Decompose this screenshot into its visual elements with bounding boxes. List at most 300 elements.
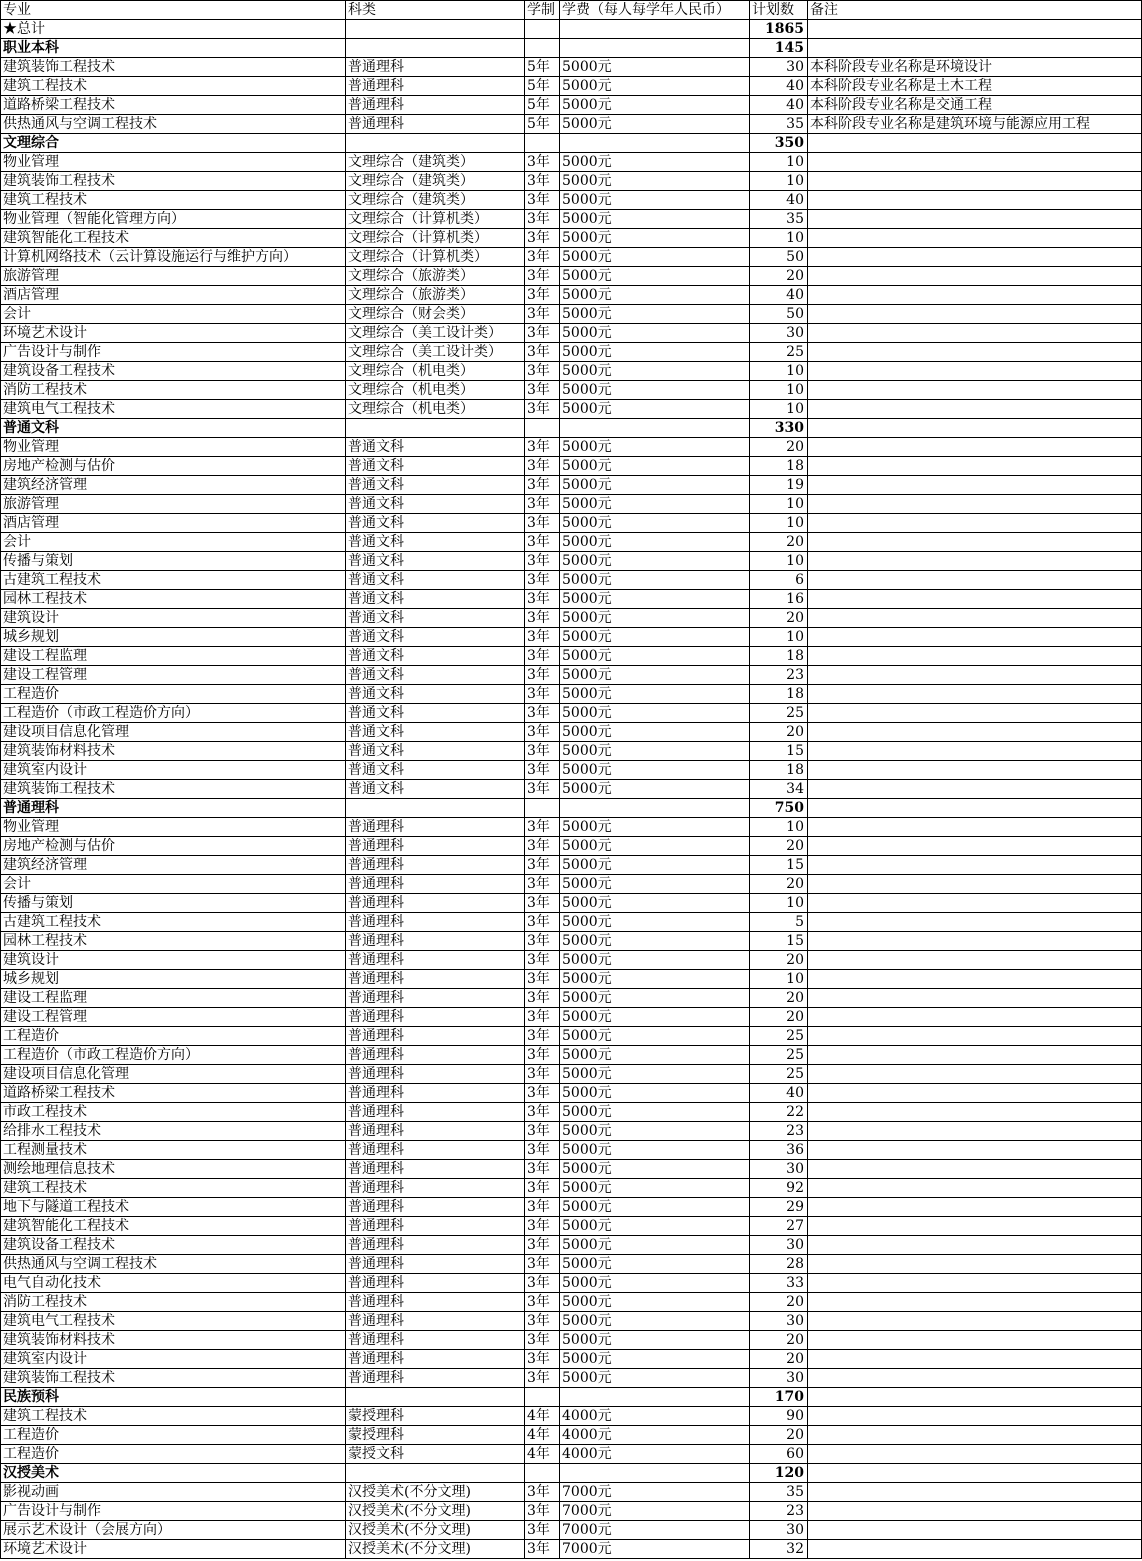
duration-cell: 5年: [525, 77, 560, 96]
plan-cell: 10: [750, 381, 808, 400]
tuition-cell: 5000元: [560, 1236, 750, 1255]
table-row: [1, 1198, 1142, 1217]
tuition-cell: 5000元: [560, 267, 750, 286]
note-cell: [808, 1084, 1142, 1103]
category-cell: 普通理科: [346, 115, 525, 134]
category-cell: 普通理科: [346, 989, 525, 1008]
tuition-cell: 5000元: [560, 723, 750, 742]
group-empty-cell: [346, 1388, 525, 1407]
duration-cell: 3年: [525, 153, 560, 172]
tuition-cell: 5000元: [560, 609, 750, 628]
major-cell: 建筑工程技术: [1, 1407, 346, 1426]
major-cell: 建筑智能化工程技术: [1, 1217, 346, 1236]
plan-cell: 10: [750, 552, 808, 571]
duration-cell: 3年: [525, 495, 560, 514]
tuition-cell: 5000元: [560, 324, 750, 343]
category-cell: 文理综合（建筑类）: [346, 191, 525, 210]
category-cell: 普通理科: [346, 1084, 525, 1103]
group-empty-cell: [346, 134, 525, 153]
major-cell: 建筑装饰材料技术: [1, 1331, 346, 1350]
note-cell: [808, 1483, 1142, 1502]
tuition-cell: 5000元: [560, 210, 750, 229]
duration-cell: 3年: [525, 1255, 560, 1274]
category-cell: 普通理科: [346, 1217, 525, 1236]
note-cell: [808, 514, 1142, 533]
note-cell: [808, 324, 1142, 343]
note-cell: [808, 1236, 1142, 1255]
plan-cell: 20: [750, 951, 808, 970]
duration-cell: 3年: [525, 248, 560, 267]
note-cell: [808, 1160, 1142, 1179]
category-cell: 普通理科: [346, 913, 525, 932]
note-cell: [808, 286, 1142, 305]
plan-cell: 15: [750, 742, 808, 761]
plan-cell: 6: [750, 571, 808, 590]
category-cell: 普通文科: [346, 723, 525, 742]
table-row: [1, 1179, 1142, 1198]
duration-cell: 3年: [525, 1331, 560, 1350]
category-cell: 汉授美术(不分文理): [346, 1483, 525, 1502]
category-cell: 普通理科: [346, 1103, 525, 1122]
duration-cell: 3年: [525, 1046, 560, 1065]
plan-cell: 27: [750, 1217, 808, 1236]
plan-cell: 20: [750, 723, 808, 742]
plan-cell: 28: [750, 1255, 808, 1274]
group-row: [1, 419, 1142, 438]
plan-cell: 40: [750, 77, 808, 96]
plan-cell: 20: [750, 875, 808, 894]
group-empty-cell: [808, 799, 1142, 818]
total-plan: 1865: [750, 20, 808, 39]
total-empty-cell: [808, 20, 1142, 39]
note-cell: [808, 628, 1142, 647]
table-row: [1, 476, 1142, 495]
plan-cell: 20: [750, 1331, 808, 1350]
tuition-cell: 5000元: [560, 96, 750, 115]
note-cell: [808, 818, 1142, 837]
category-cell: 文理综合（美工设计类）: [346, 343, 525, 362]
table-row: [1, 1255, 1142, 1274]
major-cell: 建筑设备工程技术: [1, 362, 346, 381]
plan-cell: 60: [750, 1445, 808, 1464]
major-cell: 建筑设备工程技术: [1, 1236, 346, 1255]
table-row: [1, 1407, 1142, 1426]
major-cell: 旅游管理: [1, 267, 346, 286]
plan-cell: 25: [750, 1046, 808, 1065]
header-row: [1, 1, 1142, 20]
note-cell: [808, 1312, 1142, 1331]
duration-cell: 3年: [525, 818, 560, 837]
tuition-cell: 5000元: [560, 742, 750, 761]
plan-cell: 25: [750, 1065, 808, 1084]
major-cell: 酒店管理: [1, 514, 346, 533]
category-cell: 普通文科: [346, 514, 525, 533]
category-cell: 文理综合（计算机类）: [346, 229, 525, 248]
plan-cell: 10: [750, 400, 808, 419]
major-cell: 古建筑工程技术: [1, 913, 346, 932]
duration-cell: 3年: [525, 742, 560, 761]
plan-cell: 23: [750, 1122, 808, 1141]
duration-cell: 3年: [525, 894, 560, 913]
note-cell: 本科阶段专业名称是土木工程: [808, 77, 1142, 96]
plan-cell: 10: [750, 362, 808, 381]
table-row: [1, 571, 1142, 590]
tuition-cell: 5000元: [560, 305, 750, 324]
major-cell: 建设工程监理: [1, 647, 346, 666]
table-row: [1, 1369, 1142, 1388]
plan-cell: 10: [750, 628, 808, 647]
tuition-cell: 5000元: [560, 552, 750, 571]
plan-cell: 30: [750, 1236, 808, 1255]
group-empty-cell: [560, 799, 750, 818]
plan-cell: 10: [750, 172, 808, 191]
plan-cell: 20: [750, 438, 808, 457]
total-row: [1, 20, 1142, 39]
table-body: [1, 1, 1142, 1559]
major-cell: 供热通风与空调工程技术: [1, 1255, 346, 1274]
category-cell: 普通文科: [346, 571, 525, 590]
category-cell: 文理综合（计算机类）: [346, 210, 525, 229]
duration-cell: 3年: [525, 191, 560, 210]
tuition-cell: 7000元: [560, 1521, 750, 1540]
duration-cell: 3年: [525, 609, 560, 628]
major-cell: 工程测量技术: [1, 1141, 346, 1160]
table-row: [1, 856, 1142, 875]
category-cell: 普通理科: [346, 818, 525, 837]
table-row: [1, 932, 1142, 951]
plan-cell: 23: [750, 666, 808, 685]
group-name: 汉授美术: [1, 1464, 346, 1483]
table-row: [1, 1065, 1142, 1084]
table-row: [1, 1502, 1142, 1521]
note-cell: [808, 609, 1142, 628]
note-cell: [808, 1274, 1142, 1293]
major-cell: 建设工程管理: [1, 1008, 346, 1027]
duration-cell: 4年: [525, 1407, 560, 1426]
duration-cell: 5年: [525, 96, 560, 115]
note-cell: [808, 172, 1142, 191]
plan-cell: 35: [750, 210, 808, 229]
duration-cell: 3年: [525, 875, 560, 894]
category-cell: 普通文科: [346, 647, 525, 666]
major-cell: 会计: [1, 875, 346, 894]
major-cell: 市政工程技术: [1, 1103, 346, 1122]
plan-cell: 30: [750, 1160, 808, 1179]
table-row: [1, 647, 1142, 666]
tuition-cell: 5000元: [560, 172, 750, 191]
plan-cell: 20: [750, 267, 808, 286]
note-cell: [808, 1407, 1142, 1426]
group-name: 职业本科: [1, 39, 346, 58]
major-cell: 建设项目信息化管理: [1, 723, 346, 742]
group-plan: 170: [750, 1388, 808, 1407]
note-cell: [808, 913, 1142, 932]
major-cell: 城乡规划: [1, 970, 346, 989]
note-cell: 本科阶段专业名称是建筑环境与能源应用工程: [808, 115, 1142, 134]
duration-cell: 3年: [525, 1065, 560, 1084]
table-row: [1, 780, 1142, 799]
table-row: [1, 685, 1142, 704]
category-cell: 普通文科: [346, 666, 525, 685]
tuition-cell: 5000元: [560, 533, 750, 552]
duration-cell: 3年: [525, 628, 560, 647]
table-row: [1, 1293, 1142, 1312]
plan-cell: 30: [750, 1369, 808, 1388]
tuition-cell: 5000元: [560, 1274, 750, 1293]
tuition-cell: 5000元: [560, 894, 750, 913]
category-cell: 普通文科: [346, 780, 525, 799]
table-row: [1, 229, 1142, 248]
note-cell: [808, 210, 1142, 229]
major-cell: 工程造价: [1, 1027, 346, 1046]
note-cell: [808, 1103, 1142, 1122]
duration-cell: 3年: [525, 1160, 560, 1179]
duration-cell: 3年: [525, 723, 560, 742]
tuition-cell: 5000元: [560, 58, 750, 77]
note-cell: 本科阶段专业名称是交通工程: [808, 96, 1142, 115]
note-cell: [808, 932, 1142, 951]
group-row: [1, 39, 1142, 58]
group-row: [1, 1388, 1142, 1407]
duration-cell: 3年: [525, 1483, 560, 1502]
table-row: [1, 552, 1142, 571]
duration-cell: 3年: [525, 1103, 560, 1122]
group-row: [1, 1464, 1142, 1483]
table-row: [1, 1046, 1142, 1065]
note-cell: [808, 191, 1142, 210]
plan-cell: 50: [750, 248, 808, 267]
category-cell: 文理综合（计算机类）: [346, 248, 525, 267]
group-empty-cell: [808, 134, 1142, 153]
header-major: 专业: [1, 1, 346, 20]
category-cell: 文理综合（美工设计类）: [346, 324, 525, 343]
note-cell: [808, 400, 1142, 419]
duration-cell: 3年: [525, 932, 560, 951]
plan-cell: 5: [750, 913, 808, 932]
major-cell: 建筑工程技术: [1, 1179, 346, 1198]
plan-cell: 20: [750, 989, 808, 1008]
table-row: [1, 400, 1142, 419]
note-cell: [808, 1369, 1142, 1388]
category-cell: 文理综合（机电类）: [346, 400, 525, 419]
group-empty-cell: [346, 39, 525, 58]
duration-cell: 3年: [525, 305, 560, 324]
note-cell: [808, 343, 1142, 362]
major-cell: 测绘地理信息技术: [1, 1160, 346, 1179]
table-row: [1, 1445, 1142, 1464]
tuition-cell: 5000元: [560, 457, 750, 476]
total-empty-cell: [525, 20, 560, 39]
tuition-cell: 5000元: [560, 571, 750, 590]
plan-cell: 25: [750, 704, 808, 723]
note-cell: 本科阶段专业名称是环境设计: [808, 58, 1142, 77]
tuition-cell: 5000元: [560, 1027, 750, 1046]
category-cell: 普通文科: [346, 742, 525, 761]
major-cell: 广告设计与制作: [1, 343, 346, 362]
table-row: [1, 970, 1142, 989]
duration-cell: 3年: [525, 951, 560, 970]
category-cell: 普通理科: [346, 1236, 525, 1255]
major-cell: 建筑装饰材料技术: [1, 742, 346, 761]
tuition-cell: 5000元: [560, 628, 750, 647]
note-cell: [808, 970, 1142, 989]
table-row: [1, 1540, 1142, 1559]
table-row: [1, 286, 1142, 305]
table-row: [1, 1331, 1142, 1350]
group-plan: 145: [750, 39, 808, 58]
duration-cell: 3年: [525, 1084, 560, 1103]
table-row: [1, 248, 1142, 267]
major-cell: 传播与策划: [1, 894, 346, 913]
category-cell: 蒙授文科: [346, 1445, 525, 1464]
category-cell: 文理综合（机电类）: [346, 381, 525, 400]
note-cell: [808, 1198, 1142, 1217]
note-cell: [808, 438, 1142, 457]
note-cell: [808, 229, 1142, 248]
note-cell: [808, 951, 1142, 970]
table-row: [1, 1312, 1142, 1331]
category-cell: 普通理科: [346, 1065, 525, 1084]
table-row: [1, 761, 1142, 780]
duration-cell: 3年: [525, 514, 560, 533]
duration-cell: 3年: [525, 1027, 560, 1046]
table-row: [1, 837, 1142, 856]
tuition-cell: 5000元: [560, 1255, 750, 1274]
group-empty-cell: [560, 39, 750, 58]
category-cell: 汉授美术(不分文理): [346, 1540, 525, 1559]
note-cell: [808, 894, 1142, 913]
major-cell: 建筑装饰工程技术: [1, 780, 346, 799]
plan-cell: 20: [750, 1293, 808, 1312]
category-cell: 普通理科: [346, 1198, 525, 1217]
note-cell: [808, 1179, 1142, 1198]
note-cell: [808, 1027, 1142, 1046]
duration-cell: 5年: [525, 115, 560, 134]
category-cell: 普通理科: [346, 1274, 525, 1293]
major-cell: 园林工程技术: [1, 590, 346, 609]
note-cell: [808, 457, 1142, 476]
table-row: [1, 77, 1142, 96]
category-cell: 普通理科: [346, 1255, 525, 1274]
tuition-cell: 4000元: [560, 1407, 750, 1426]
duration-cell: 3年: [525, 476, 560, 495]
plan-cell: 30: [750, 1312, 808, 1331]
table-row: [1, 343, 1142, 362]
plan-cell: 40: [750, 286, 808, 305]
plan-cell: 25: [750, 1027, 808, 1046]
plan-cell: 10: [750, 894, 808, 913]
category-cell: 普通文科: [346, 590, 525, 609]
table-row: [1, 628, 1142, 647]
plan-cell: 18: [750, 457, 808, 476]
major-cell: 供热通风与空调工程技术: [1, 115, 346, 134]
major-cell: 物业管理（智能化管理方向）: [1, 210, 346, 229]
tuition-cell: 5000元: [560, 514, 750, 533]
table-row: [1, 533, 1142, 552]
tuition-cell: 5000元: [560, 1198, 750, 1217]
group-plan: 350: [750, 134, 808, 153]
major-cell: 园林工程技术: [1, 932, 346, 951]
tuition-cell: 5000元: [560, 780, 750, 799]
duration-cell: 3年: [525, 1198, 560, 1217]
group-name: 文理综合: [1, 134, 346, 153]
category-cell: 普通文科: [346, 685, 525, 704]
category-cell: 普通文科: [346, 476, 525, 495]
category-cell: 普通理科: [346, 77, 525, 96]
duration-cell: 3年: [525, 552, 560, 571]
plan-cell: 20: [750, 533, 808, 552]
note-cell: [808, 1293, 1142, 1312]
table-row: [1, 115, 1142, 134]
category-cell: 文理综合（建筑类）: [346, 153, 525, 172]
tuition-cell: 5000元: [560, 115, 750, 134]
duration-cell: 3年: [525, 571, 560, 590]
major-cell: 城乡规划: [1, 628, 346, 647]
plan-cell: 35: [750, 1483, 808, 1502]
tuition-cell: 5000元: [560, 970, 750, 989]
plan-cell: 40: [750, 1084, 808, 1103]
note-cell: [808, 1445, 1142, 1464]
plan-cell: 40: [750, 96, 808, 115]
duration-cell: 3年: [525, 286, 560, 305]
note-cell: [808, 153, 1142, 172]
group-empty-cell: [560, 419, 750, 438]
major-cell: 建筑智能化工程技术: [1, 229, 346, 248]
duration-cell: 3年: [525, 1350, 560, 1369]
plan-cell: 30: [750, 58, 808, 77]
major-cell: 建筑装饰工程技术: [1, 58, 346, 77]
group-empty-cell: [808, 1464, 1142, 1483]
note-cell: [808, 267, 1142, 286]
table-row: [1, 989, 1142, 1008]
duration-cell: 3年: [525, 1369, 560, 1388]
tuition-cell: 5000元: [560, 343, 750, 362]
table-row: [1, 666, 1142, 685]
plan-cell: 18: [750, 685, 808, 704]
table-row: [1, 153, 1142, 172]
tuition-cell: 5000元: [560, 647, 750, 666]
tuition-cell: 5000元: [560, 1312, 750, 1331]
major-cell: 电气自动化技术: [1, 1274, 346, 1293]
category-cell: 蒙授理科: [346, 1426, 525, 1445]
group-empty-cell: [525, 799, 560, 818]
major-cell: 建筑装饰工程技术: [1, 172, 346, 191]
category-cell: 普通文科: [346, 438, 525, 457]
category-cell: 蒙授理科: [346, 1407, 525, 1426]
plan-cell: 20: [750, 837, 808, 856]
major-cell: 房地产检测与估价: [1, 457, 346, 476]
tuition-cell: 4000元: [560, 1426, 750, 1445]
category-cell: 文理综合（建筑类）: [346, 172, 525, 191]
category-cell: 文理综合（机电类）: [346, 362, 525, 381]
category-cell: 普通理科: [346, 875, 525, 894]
group-row: [1, 799, 1142, 818]
table-row: [1, 913, 1142, 932]
group-empty-cell: [525, 134, 560, 153]
duration-cell: 3年: [525, 666, 560, 685]
note-cell: [808, 248, 1142, 267]
major-cell: 建筑经济管理: [1, 856, 346, 875]
group-empty-cell: [346, 1464, 525, 1483]
category-cell: 普通文科: [346, 628, 525, 647]
major-cell: 建筑经济管理: [1, 476, 346, 495]
table-row: [1, 172, 1142, 191]
plan-cell: 18: [750, 647, 808, 666]
duration-cell: 4年: [525, 1426, 560, 1445]
duration-cell: 3年: [525, 590, 560, 609]
note-cell: [808, 571, 1142, 590]
major-cell: 道路桥梁工程技术: [1, 1084, 346, 1103]
